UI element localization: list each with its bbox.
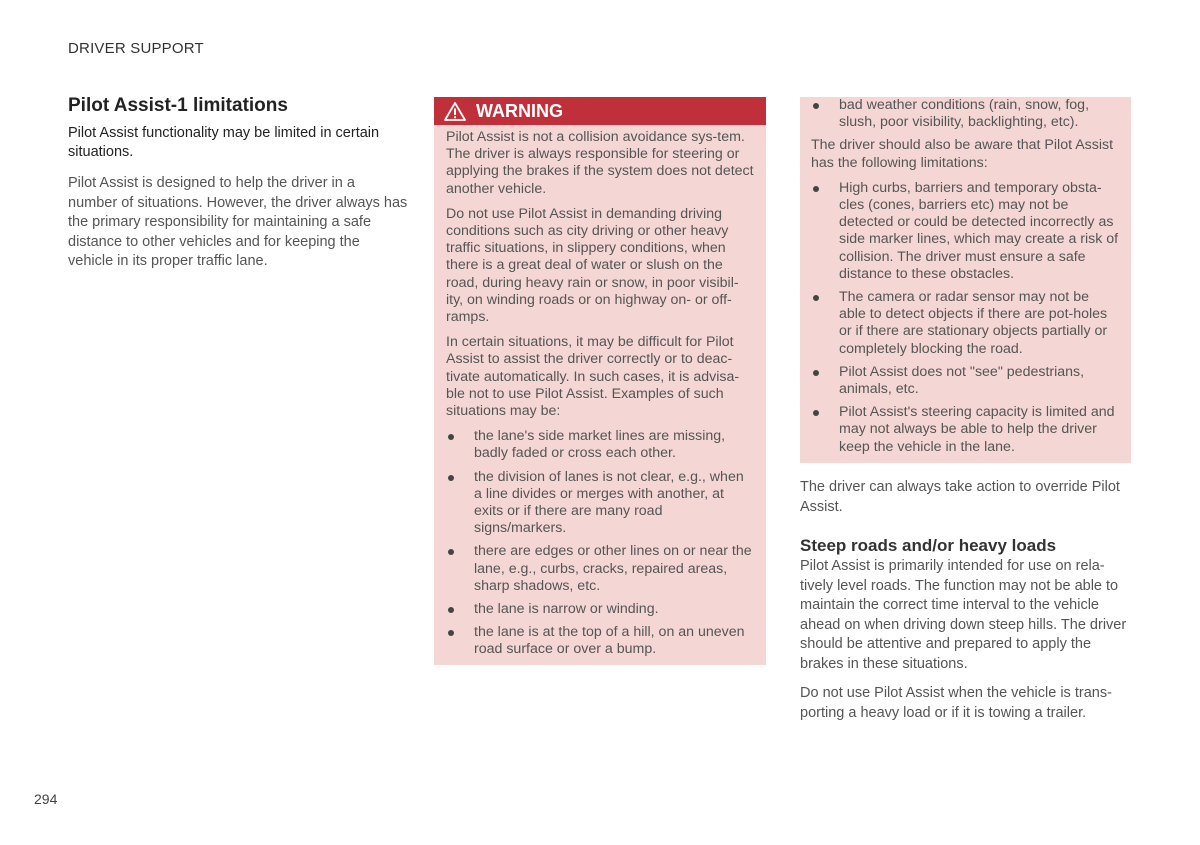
section-title: Pilot Assist-1 limitations (68, 95, 288, 116)
warning-list (446, 428, 754, 658)
list-item: Pilot Assist's steering capacity is limited and may not always be able to help the driver keep the vehicle in the lane. (811, 404, 1119, 456)
list-item: the lane is narrow or winding. (446, 601, 754, 618)
section-body: Pilot Assist is designed to help the driver in a number of situations. However, the driver always has the primary responsibility for maintaining a safe distance to other vehicles and for keeping the vehicle in its proper traffic lane. (68, 175, 408, 269)
override-note: The driver can always take action to override Pilot Assist. (800, 479, 1120, 515)
limitations-list (811, 180, 1119, 456)
steep-paragraph: Pilot Assist is primarily intended for use on rela-tively level roads. The function may not be able to maintain the correct time interval to the vehicle ahead on when driving down steep hills. The driver should be attentive and prepared to apply the brakes in these situations. (800, 558, 1127, 672)
warning-continuation-box (800, 97, 1131, 463)
subsection-title: Steep roads and/or heavy loads (800, 536, 1057, 555)
page-number: 294 (34, 791, 58, 807)
list-item: the division of lanes is not clear, e.g., when a line divides or merges with another, at exits or if there are many road signs/markers. (446, 469, 754, 538)
warning-triangle-icon (444, 102, 466, 121)
warning-header (434, 97, 766, 125)
list-item: there are edges or other lines on or near the lane, e.g., curbs, cracks, repaired areas, sharp shadows, etc. (446, 543, 754, 595)
section-lead: Pilot Assist functionality may be limited in certain situations. (68, 125, 380, 160)
list-item: bad weather conditions (rain, snow, fog, slush, poor visibility, backlighting, etc). (811, 97, 1119, 131)
warning-paragraph: In certain situations, it may be difficult for Pilot Assist to assist the driver correctly or to deac-tivate automatically. In such cases, it is advisa-ble not to use Pilot Assist. Examples of such situations may be: (446, 334, 740, 420)
warning-paragraph: Do not use Pilot Assist in demanding driving conditions such as city driving or other heavy traffic situations, in slippery conditions, when there is a great deal of water or slush on the road, during heavy rain or snow, in poor visibil-ity, on winding roads or on highway on- or off-ramps. (446, 205, 739, 326)
warning-paragraph: Pilot Assist is not a collision avoidance sys-tem. The driver is always responsible for steering or applying the brakes if the system does not detect another vehicle. (446, 129, 754, 197)
running-header: DRIVER SUPPORT (68, 40, 204, 57)
steep-paragraph: Do not use Pilot Assist when the vehicle is trans-porting a heavy load or if it is towing a trailer. (800, 685, 1112, 721)
list-item: the lane is at the top of a hill, on an uneven road surface or over a bump. (446, 624, 754, 658)
limitations-intro: The driver should also be aware that Pilot Assist has the following limitations: (811, 137, 1114, 171)
list-item: The camera or radar sensor may not be able to detect objects if there are pot-holes or if there are stationary objects partially or completely blocking the road. (811, 289, 1119, 358)
continued-list (811, 97, 1119, 131)
left-column (68, 94, 408, 272)
warning-continuation-body (800, 97, 1131, 456)
warning-box (434, 97, 766, 665)
list-item: Pilot Assist does not "see" pedestrians, animals, etc. (811, 364, 1119, 398)
list-item: the lane's side market lines are missing, badly faded or cross each other. (446, 428, 754, 462)
warning-label: WARNING (476, 100, 563, 121)
right-column-text (800, 478, 1132, 733)
warning-body (434, 125, 766, 659)
list-item: High curbs, barriers and temporary obsta-cles (cones, barriers etc) may not be detected or could be detected incorrectly as side marker lines, which may create a risk of collision. The driver must ensure a safe distance to these obstacles. (811, 180, 1119, 283)
